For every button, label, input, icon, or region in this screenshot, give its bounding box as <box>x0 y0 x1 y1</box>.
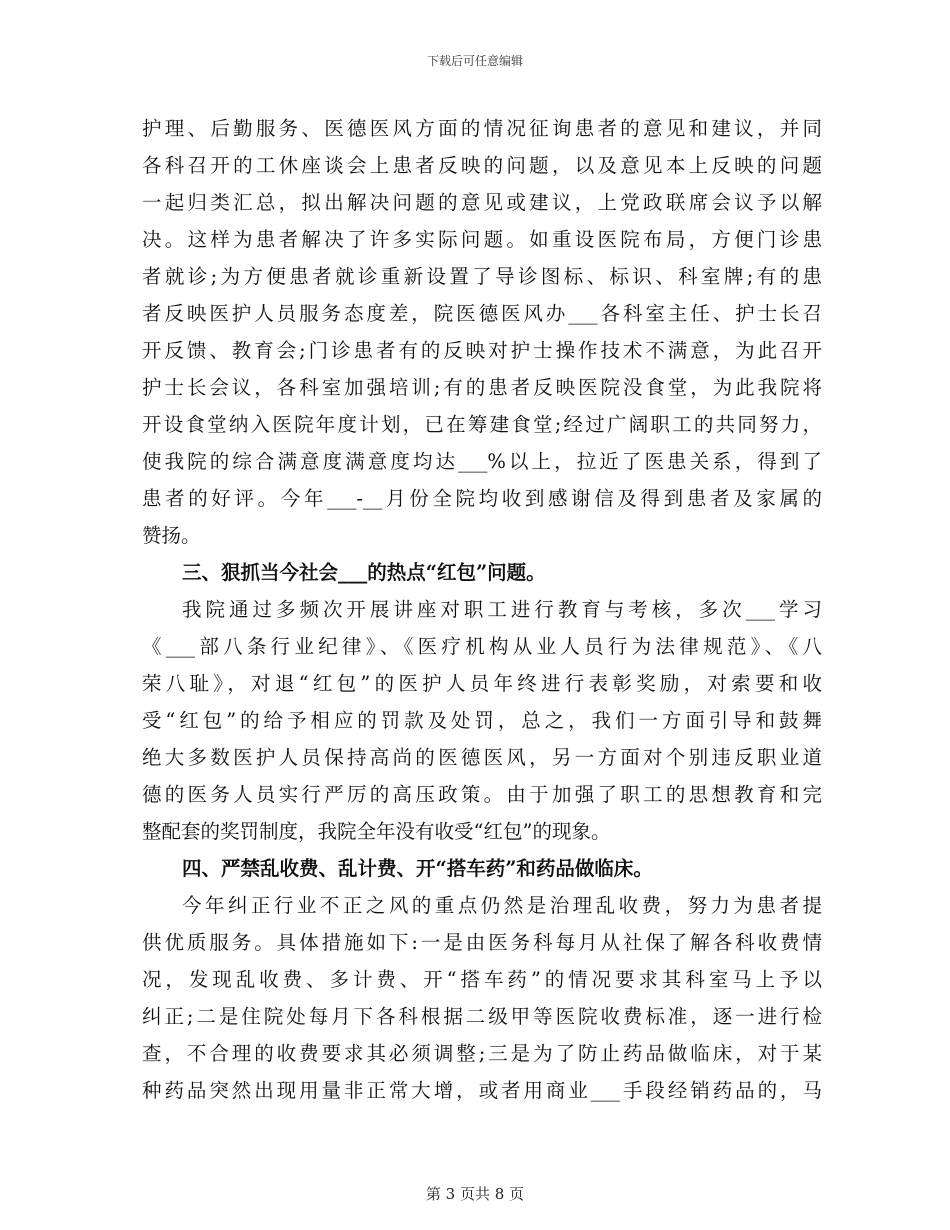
page-footer: 第 3 页共 8 页 <box>425 1185 525 1203</box>
text-line: 赞扬。 <box>142 524 201 547</box>
text-line: 种药品突然出现用量非正常大增，或者用商业___手段经销药品的，马 <box>142 1079 822 1102</box>
page-header: 下载后可任意编辑 <box>426 54 523 68</box>
text-line: 纠正;二是住院处每月下各科根据二级甲等医院收费标准，逐一进行检 <box>142 1005 822 1028</box>
text-line: 今年纠正行业不正之风的重点仍然是治理乱收费，努力为患者提 <box>182 894 822 917</box>
text-line: 整配套的奖罚制度，我院全年没有收受“红包”的现象。 <box>142 820 611 843</box>
text-line: 我院通过多频次开展讲座对职工进行教育与考核，多次___学习 <box>182 598 822 621</box>
text-line: 《___部八条行业纪律》、《医疗机构从业人员行为法律规范》、《八 <box>142 635 822 658</box>
section-heading: 三、狠抓当今社会___的热点“红包”问题。 <box>182 561 546 584</box>
section-heading: 四、严禁乱收费、乱计费、开“搭车药”和药品做临床。 <box>182 857 653 880</box>
text-line: 供优质服务。具体措施如下:一是由医务科每月从社保了解各科收费情 <box>142 931 822 954</box>
text-line: 决。这样为患者解决了许多实际问题。如重设医院布局，方便门诊患 <box>142 228 822 251</box>
text-line: 绝大多数医护人员保持高尚的医德医风，另一方面对个别违反职业道 <box>142 746 822 769</box>
text-line: 护士长会议，各科室加强培训;有的患者反映医院没食堂，为此我院将 <box>142 376 822 399</box>
text-line: 况，发现乱收费、多计费、开“搭车药”的情况要求其科室马上予以 <box>142 968 822 991</box>
text-line: 德的医务人员实行严厉的高压政策。由于加强了职工的思想教育和完 <box>142 783 822 806</box>
text-line: 开设食堂纳入医院年度计划，已在筹建食堂;经过广阔职工的共同努力， <box>142 413 822 436</box>
text-line: 荣八耻》，对退“红包”的医护人员年终进行表彰奖励，对索要和收 <box>142 672 822 695</box>
text-line: 者就诊;为方便患者就诊重新设置了导诊图标、标识、科室牌;有的患 <box>142 265 822 288</box>
text-line: 一起归类汇总，拟出解决问题的意见或建议，上党政联席会议予以解 <box>142 191 822 214</box>
text-line: 使我院的综合满意度满意度均达___%以上，拉近了医患关系，得到了 <box>142 450 822 473</box>
text-line: 者反映医护人员服务态度差，院医德医风办___各科室主任、护士长召 <box>142 302 822 325</box>
text-line: 护理、后勤服务、医德医风方面的情况征询患者的意见和建议，并同 <box>142 117 822 140</box>
text-line: 各科召开的工休座谈会上患者反映的问题，以及意见本上反映的问题 <box>142 154 822 177</box>
text-line: 查，不合理的收费要求其必须调整;三是为了防止药品做临床，对于某 <box>142 1042 822 1065</box>
text-line: 受“红包”的给予相应的罚款及处罚，总之，我们一方面引导和鼓舞 <box>142 709 822 732</box>
text-line: 开反馈、教育会;门诊患者有的反映对护士操作技术不满意，为此召开 <box>142 339 822 362</box>
text-line: 患者的好评。今年___-__月份全院均收到感谢信及得到患者及家属的 <box>142 487 822 510</box>
